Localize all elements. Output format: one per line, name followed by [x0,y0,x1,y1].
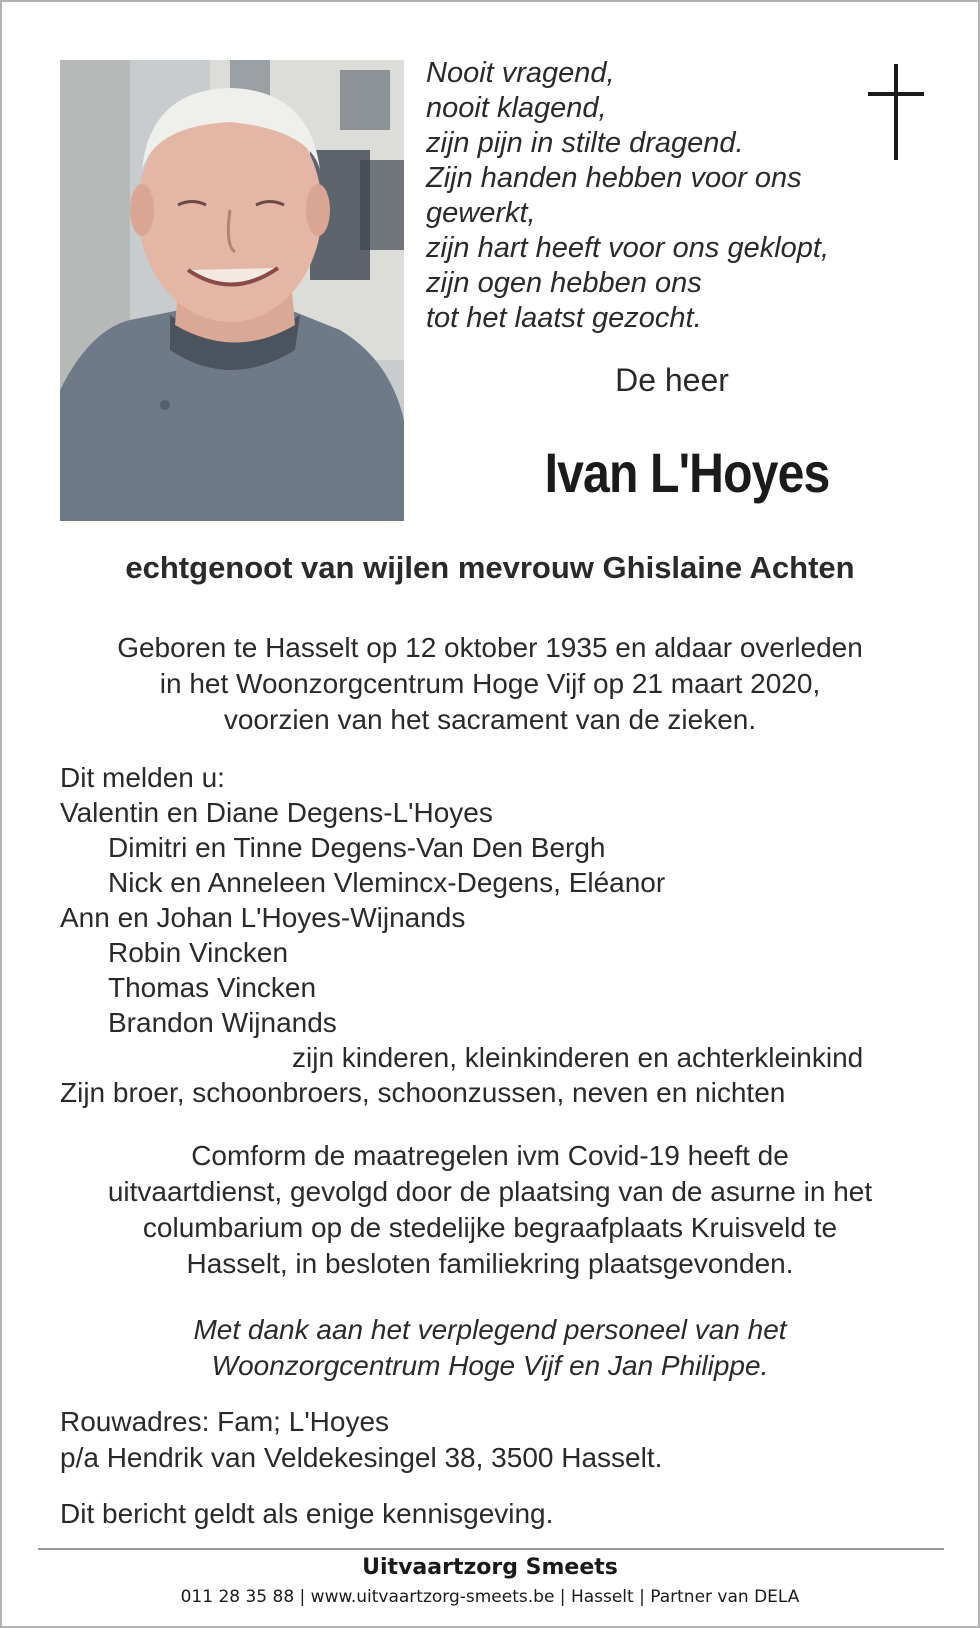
thanks-note [2,1312,978,1384]
portrait-photo [60,60,404,521]
relation-line: zijn kinderen, kleinkinderen en achterkleinkind [292,1042,864,1073]
portrait-illustration [60,60,404,521]
address-line: Rouwadres: Fam; L'Hoyes [60,1406,390,1437]
covid-notice-line: uitvaartdienst, gevolgd door de plaatsing van de asurne in het [107,1176,873,1207]
thanks-line: Woonzorgcentrum Hoge Vijf en Jan Philippe. [211,1350,769,1381]
funeral-company-name: Uitvaartzorg Smeets [362,1555,618,1580]
family-member: Robin Vincken [108,937,289,968]
mourning-address [60,1404,940,1476]
covid-notice-line: Comform de maatregelen ivm Covid-19 heeft de [191,1140,789,1171]
poem [426,56,866,336]
official-notice: Dit bericht geldt als enige kennisgeving. [60,1498,554,1529]
poem-line: Zijn handen hebben voor ons [426,162,802,194]
address-line: p/a Hendrik van Veldekesingel 38, 3500 Hasselt. [60,1442,663,1473]
funeral-company-contact: 011 28 35 88 | www.uitvaartzorg-smeets.be | Hasselt | Partner van DELA [180,1587,800,1607]
honorific: De heer [615,362,729,398]
birth-death-line: voorzien van het sacrament van de zieken. [223,704,757,735]
other-relatives: Zijn broer, schoonbroers, schoonzussen, neven en nichten [60,1077,786,1108]
poem-line: Nooit vragend, [426,57,615,89]
family-announcement [60,760,940,1110]
thanks-line: Met dank aan het verplegend personeel van het [193,1314,787,1345]
birth-death-details [2,630,978,738]
spouse-line: echtgenoot van wijlen mevrouw Ghislaine Achten [125,550,855,585]
family-member: Thomas Vincken [108,972,317,1003]
announcement-intro: Dit melden u: [60,762,225,793]
poem-line: zijn hart heeft voor ons geklopt, [426,232,830,264]
deceased-name: Ivan L'Hoyes [544,441,830,504]
covid-notice [2,1138,978,1282]
family-member: Ann en Johan L'Hoyes-Wijnands [60,902,466,933]
family-member: Nick en Anneleen Vlemincx-Degens, Eléanor [108,867,666,898]
birth-death-line: Geboren te Hasselt op 12 oktober 1935 en aldaar overleden [117,632,863,663]
family-member: Brandon Wijnands [108,1007,337,1038]
poem-line: nooit klagend, [426,92,607,124]
poem-line: zijn ogen hebben ons [426,267,702,299]
family-member: Dimitri en Tinne Degens-Van Den Bergh [108,832,606,863]
covid-notice-line: columbarium op de stedelijke begraafplaats Kruisveld te [142,1212,838,1243]
footer-divider [38,1548,944,1550]
poem-line: gewerkt, [426,197,536,229]
birth-death-line: in het Woonzorgcentrum Hoge Vijf op 21 maart 2020, [159,668,821,699]
poem-line: tot het laatst gezocht. [426,302,702,334]
cross-icon [868,64,924,160]
covid-notice-line: Hasselt, in besloten familiekring plaatsgevonden. [186,1248,794,1279]
family-member: Valentin en Diane Degens-L'Hoyes [60,797,493,828]
poem-line: zijn pijn in stilte dragend. [426,127,744,159]
